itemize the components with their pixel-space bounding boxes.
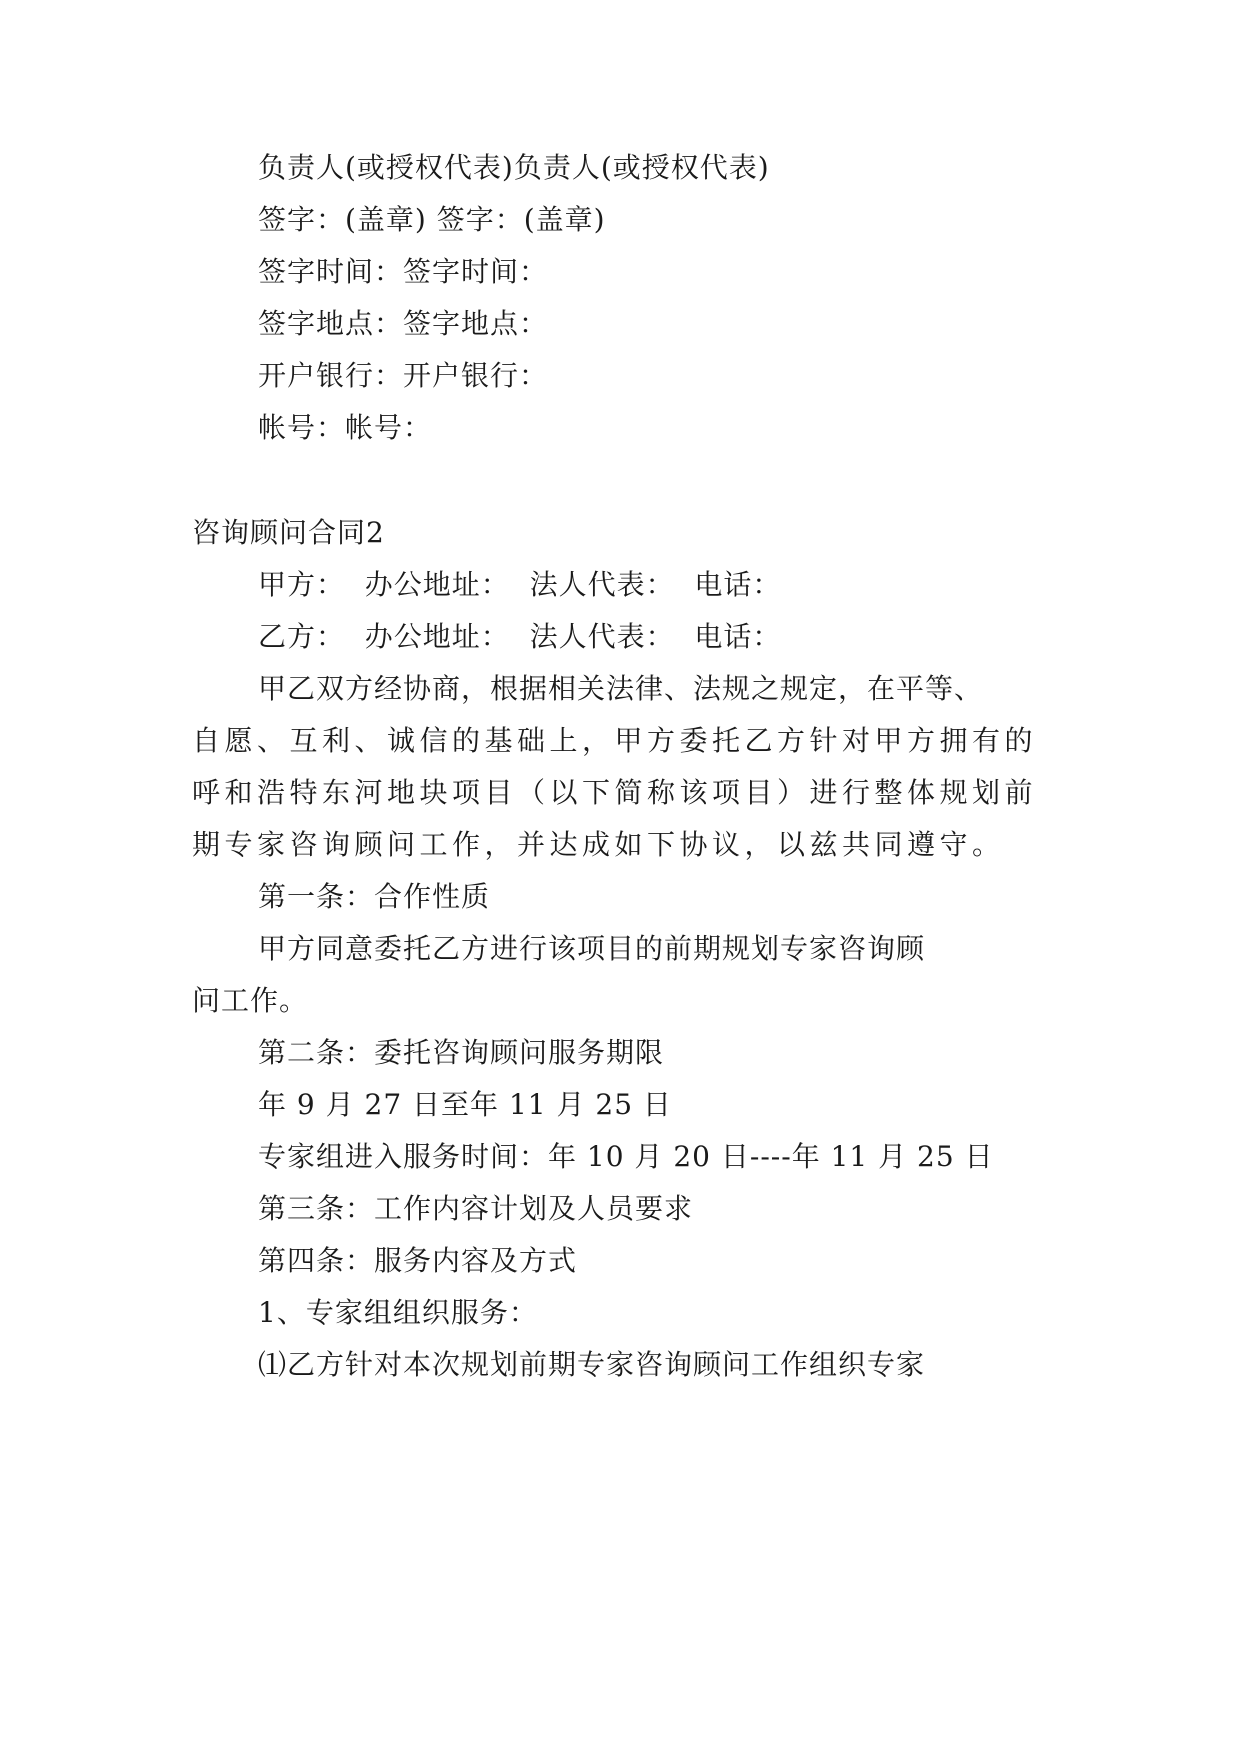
party-a-line: 甲方： 办公地址： 法人代表： 电话： [258, 568, 782, 601]
article-3-title: 第三条：工作内容计划及人员要求 [258, 1192, 694, 1225]
article-1-title: 第一条：合作性质 [258, 880, 491, 913]
representative-line: 负责人(或授权代表)负责人(或授权代表) [258, 151, 770, 184]
article-2-expert-time: 专家组进入服务时间：年 10 月 20 日----年 11 月 25 日 [258, 1140, 994, 1173]
preamble-line: 呼和浩特东河地块项目（以下简称该项目）进行整体规划前 [192, 776, 1038, 809]
item-1-sub-1: ⑴乙方针对本次规划前期专家咨询顾问工作组织专家 [258, 1348, 926, 1381]
article-2-title: 第二条：委托咨询顾问服务期限 [258, 1036, 665, 1069]
preamble-line: 甲乙双方经协商，根据相关法律、法规之规定，在平等、 [258, 672, 984, 705]
article-1-body: 甲方同意委托乙方进行该项目的前期规划专家咨询顾 [258, 932, 926, 965]
sign-place-line: 签字地点：签字地点： [258, 307, 549, 340]
preamble-line: 自愿、互利、诚信的基础上，甲方委托乙方针对甲方拥有的 [192, 724, 1038, 757]
signature-line: 签字：(盖章) 签字：(盖章) [258, 203, 606, 236]
item-1: 1、专家组组织服务： [258, 1296, 538, 1329]
article-2-period: 年 9 月 27 日至年 11 月 25 日 [258, 1088, 672, 1121]
account-line: 帐号：帐号： [258, 411, 433, 444]
bank-line: 开户银行：开户银行： [258, 359, 549, 392]
article-1-body: 问工作。 [192, 984, 309, 1017]
party-b-line: 乙方： 办公地址： 法人代表： 电话： [258, 620, 782, 653]
preamble-line: 期专家咨询顾问工作，并达成如下协议，以兹共同遵守。 [192, 828, 1005, 861]
article-4-title: 第四条：服务内容及方式 [258, 1244, 578, 1277]
sign-time-line: 签字时间：签字时间： [258, 255, 549, 288]
contract-title: 咨询顾问合同2 [192, 516, 385, 549]
